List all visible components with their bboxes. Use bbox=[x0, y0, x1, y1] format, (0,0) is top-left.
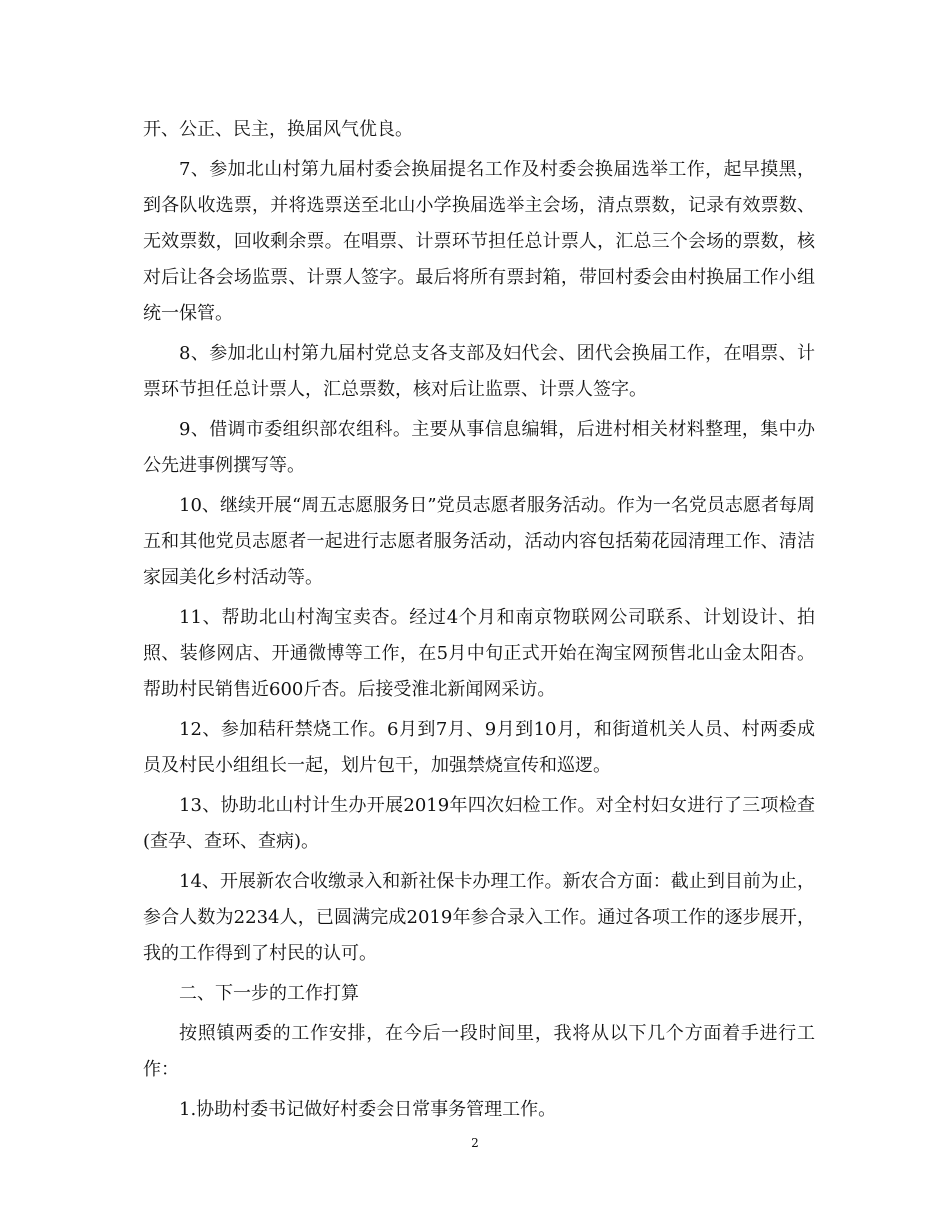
document-body bbox=[143, 112, 815, 1132]
paragraph-item-9: 9、借调市委组织部农组科。主要从事信息编辑，后进村相关材料整理，集中办公先进事例撰写等。 bbox=[143, 419, 815, 476]
paragraph-item-14: 14、开展新农合收缴录入和新社保卡办理工作。新农合方面：截止到目前为止，参合人数为2234人，已圆满完成2019年参合录入工作。通过各项工作的逐步展开，我的工作得到了村民的认可。 bbox=[143, 871, 815, 964]
section-heading: 二、下一步的工作打算 bbox=[179, 983, 359, 1004]
paragraph-item-13: 13、协助北山村计生办开展2019年四次妇检工作。对全村妇女进行了三项检查(查孕、查环、查病)。 bbox=[143, 795, 815, 852]
page-number: 2 bbox=[471, 1136, 479, 1150]
paragraph-item-8: 8、参加北山村第九届村党总支各支部及妇代会、团代会换届工作，在唱票、计票环节担任总计票人，汇总票数，核对后让监票、计票人签字。 bbox=[143, 343, 815, 400]
paragraph-item-12: 12、参加秸秆禁烧工作。6月到7月、9月到10月，和街道机关人员、村两委成员及村民小组组长一起，划片包干，加强禁烧宣传和巡逻。 bbox=[143, 719, 815, 776]
paragraph-continuation: 开、公正、民主，换届风气优良。 bbox=[143, 119, 413, 140]
paragraph-plan-intro: 按照镇两委的工作安排，在今后一段时间里，我将从以下几个方面着手进行工作： bbox=[143, 1023, 815, 1080]
paragraph-item-10: 10、继续开展“周五志愿服务日”党员志愿者服务活动。作为一名党员志愿者每周五和其他党员志愿者一起进行志愿者服务活动，活动内容包括菊花园清理工作、清洁家园美化乡村活动等。 bbox=[143, 495, 815, 588]
paragraph-item-11: 11、帮助北山村淘宝卖杏。经过4个月和南京物联网公司联系、计划设计、拍照、装修网店、开通微博等工作，在5月中旬正式开始在淘宝网预售北山金太阳杏。帮助村民销售近600斤杏。后接受淮北新闻网采访。 bbox=[143, 607, 815, 700]
paragraph-item-7: 7、参加北山村第九届村委会换届提名工作及村委会换届选举工作，起早摸黑，到各队收选票，并将选票送至北山小学换届选举主会场，清点票数，记录有效票数、无效票数，回收剩余票。在唱票、计票环节担任总计票人，汇总三个会场的票数，核对后让各会场监票、计票人签字。最后将所有票封箱，带回村委会由村换届工作小组统一保管。 bbox=[143, 159, 815, 324]
paragraph-plan-item-1: 1.协助村委书记做好村委会日常事务管理工作。 bbox=[179, 1099, 557, 1120]
